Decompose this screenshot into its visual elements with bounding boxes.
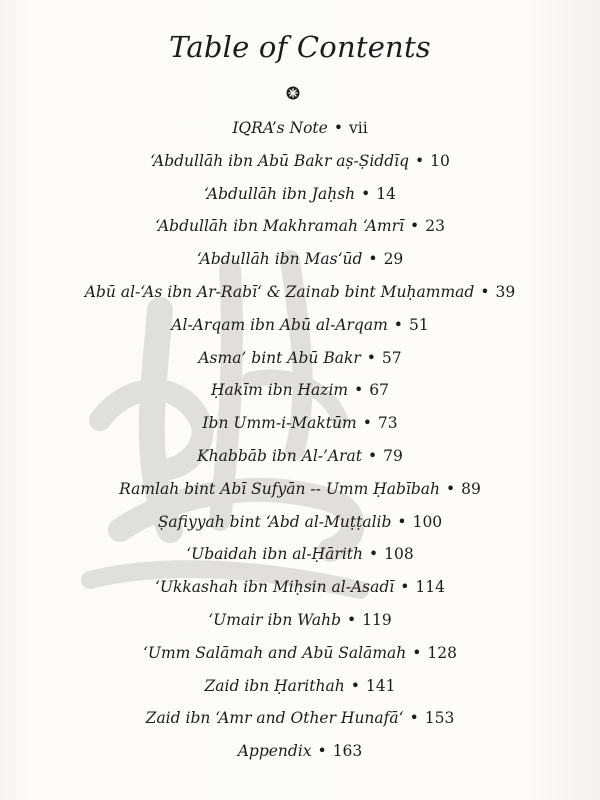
page-number: 73 (377, 414, 398, 433)
bullet-separator: • (347, 610, 357, 629)
toc-entry (0, 702, 600, 735)
page-number: vii (349, 119, 368, 137)
page-number: 108 (384, 545, 414, 564)
toc-entry (0, 210, 600, 243)
page-number: 14 (376, 184, 397, 203)
bullet-separator: • (410, 217, 420, 236)
bullet-separator: • (369, 545, 379, 564)
page-number: 10 (430, 151, 450, 170)
table-of-contents (0, 112, 600, 768)
page-number: 51 (408, 315, 429, 334)
entry-title: Ibn Umm-i-Maktūm (202, 414, 357, 433)
entry-title: Ramlah bint Abī Sufyān -- Umm Ḥabībah (119, 479, 440, 498)
page-number: 128 (427, 643, 458, 662)
bullet-separator: • (397, 512, 407, 531)
toc-entry (0, 407, 600, 440)
bullet-separator: • (361, 184, 371, 203)
page-number: 29 (383, 250, 404, 269)
toc-entry (0, 374, 600, 407)
page-number: 153 (424, 709, 455, 728)
toc-entry (0, 538, 600, 571)
entry-title: Abū al-‘As ibn Ar-Rabī‘ & Zainab bint Muḥammad (84, 282, 475, 301)
toc-entry (0, 637, 600, 670)
toc-entry (0, 178, 600, 211)
toc-entry (0, 735, 600, 768)
entry-title: ‘Umair ibn Wahb (208, 610, 341, 629)
entry-title: Zaid ibn ‘Amr and Other Hunafā‘ (145, 709, 404, 728)
toc-entry (0, 112, 600, 145)
entry-title: ‘Ukkashah ibn Miḥsin al-Asadī (155, 578, 395, 597)
bullet-separator: • (393, 315, 403, 334)
entry-title: ‘Abdullāh ibn Abū Bakr aṣ-Ṣiddīq (150, 151, 410, 170)
page-number: 39 (495, 282, 516, 301)
entry-title: Ḥakīm ibn Hazim (211, 381, 349, 400)
entry-title: ‘Abdullāh ibn Mas‘ūd (196, 250, 363, 269)
page-number: 67 (369, 381, 389, 400)
page-number: 163 (332, 742, 363, 761)
bullet-separator: • (354, 381, 364, 400)
page-number: 119 (362, 610, 392, 629)
entry-title: ‘Ubaidah ibn al-Ḥārith (186, 545, 363, 564)
page-number: 100 (412, 512, 443, 531)
page-number: 141 (365, 676, 396, 695)
entry-title: Appendix (237, 742, 312, 761)
page-number: 57 (381, 348, 402, 367)
entry-title: ‘Umm Salāmah and Abū Salāmah (142, 643, 407, 662)
entry-title: ‘Abdullāh ibn Makhramah ‘Amrī (155, 217, 405, 236)
entry-title: Asma’ bint Abū Bakr (198, 348, 361, 367)
bullet-separator: • (480, 282, 490, 301)
toc-entry (0, 506, 600, 539)
bullet-separator: • (446, 479, 456, 498)
entry-title: Zaid ibn Ḥarithah (204, 676, 345, 695)
toc-entry (0, 276, 600, 309)
page-number: 89 (461, 479, 481, 498)
toc-entry (0, 440, 600, 473)
bullet-separator: • (400, 578, 410, 597)
toc-entry (0, 571, 600, 604)
toc-entry (0, 342, 600, 375)
toc-entry (0, 670, 600, 703)
bullet-separator: • (409, 709, 419, 728)
bullet-separator: • (350, 676, 360, 695)
entry-title: Ṣafiyyah bint ‘Abd al-Muṭṭalib (157, 512, 392, 531)
toc-entry (0, 473, 600, 506)
bullet-separator: • (412, 643, 422, 662)
toc-entry (0, 309, 600, 342)
bullet-separator: • (362, 414, 372, 433)
entry-title: Khabbāb ibn Al-’Arat (197, 446, 363, 465)
toc-entry (0, 243, 600, 276)
asterisk-ornament-icon (286, 86, 300, 100)
toc-entry (0, 145, 600, 178)
entry-title: Al-Arqam ibn Abū al-Arqam (171, 315, 388, 334)
page-title: Table of Contents (169, 30, 431, 64)
entry-title: IQRA’s Note (232, 119, 328, 137)
page-number: 23 (425, 217, 445, 236)
page-number: 114 (415, 578, 445, 597)
bullet-separator: • (415, 151, 425, 170)
bullet-separator: • (333, 119, 343, 137)
toc-entry (0, 604, 600, 637)
bullet-separator: • (366, 348, 376, 367)
bullet-separator: • (368, 250, 378, 269)
bullet-separator: • (368, 446, 378, 465)
page-number: 79 (383, 446, 403, 465)
entry-title: ‘Abdullāh ibn Jaḥsh (203, 184, 356, 203)
bullet-separator: • (317, 742, 327, 761)
